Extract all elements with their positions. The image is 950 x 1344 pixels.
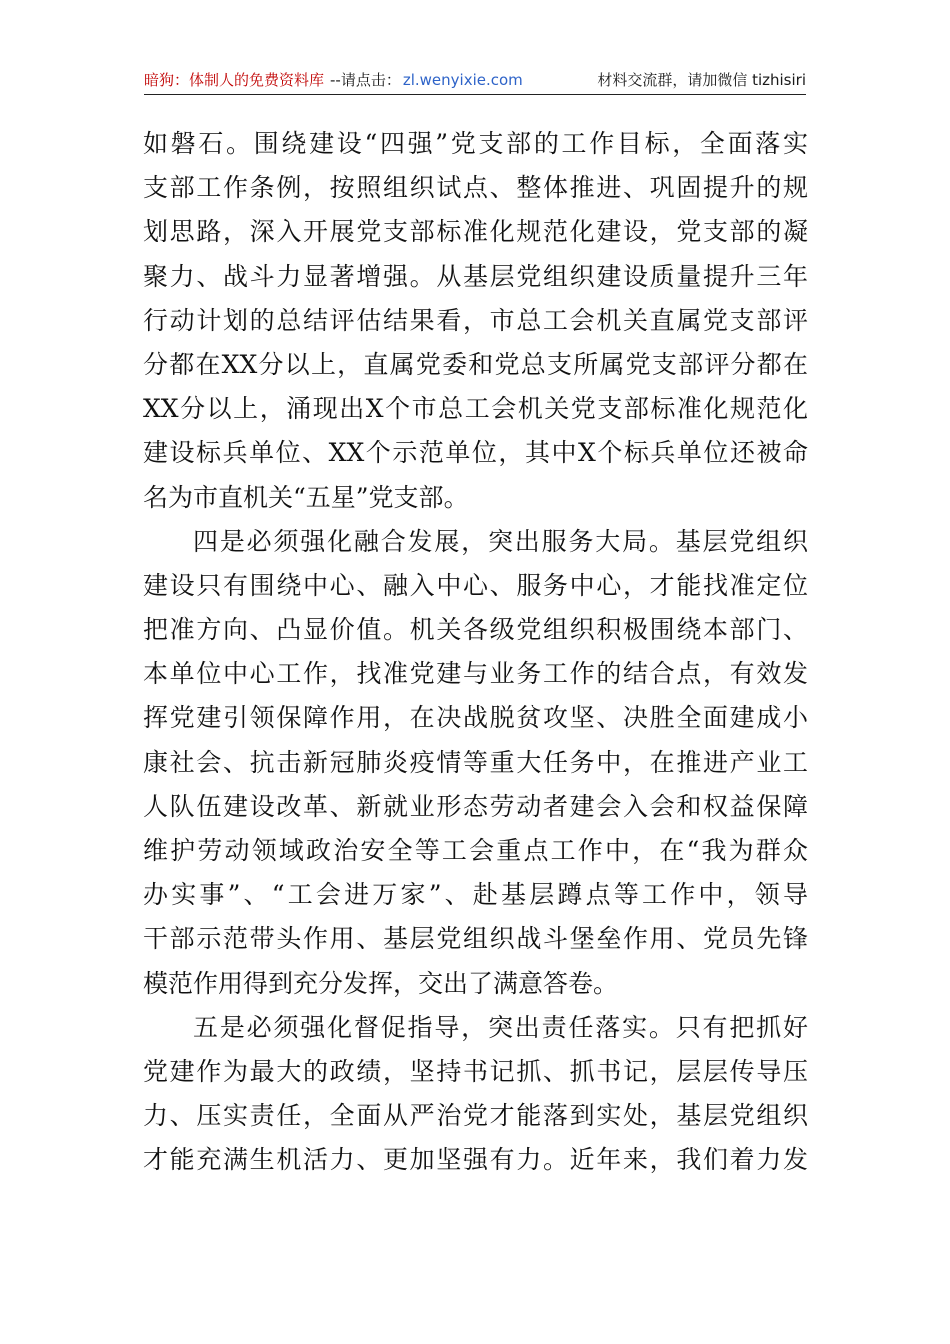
- text-line: 名为市直机关“五星”党支部。: [143, 482, 469, 512]
- text-line: 康社会、抗击新冠肺炎疫情等重大任务中，在推进产业工: [143, 747, 808, 777]
- text-line: 人队伍建设改革、新就业形态劳动者建会入会和权益保障: [143, 791, 808, 821]
- header-left: [144, 66, 523, 94]
- text-line: 聚力、战斗力显著增强。从基层党组织建设质量提升三年: [143, 261, 808, 291]
- text-line: 挥党建引领保障作用，在决战脱贫攻坚、决胜全面建成小: [143, 703, 808, 733]
- text-line: 支部工作条例，按照组织试点、整体推进、巩固提升的规: [143, 173, 808, 203]
- text-line: 办实事”、“工会进万家”、赴基层蹲点等工作中，领导: [143, 880, 808, 910]
- text-line: 行动计划的总结评估结果看，市总工会机关直属党支部评: [143, 305, 808, 335]
- text-line: 把准方向、凸显价值。机关各级党组织积极围绕本部门、: [143, 615, 808, 645]
- text-line: 划思路，深入开展党支部标准化规范化建设，党支部的凝: [143, 217, 808, 247]
- text-line: 如磐石。围绕建设“四强”党支部的工作目标，全面落实: [143, 129, 808, 158]
- text-line: 维护劳动领域政治安全等工会重点工作中，在“我为群众: [143, 836, 808, 865]
- text-line: 建设只有围绕中心、融入中心、服务中心，才能找准定位: [143, 570, 808, 600]
- text-line: 党建作为最大的政绩，坚持书记抓、抓书记，层层传导压: [143, 1056, 808, 1086]
- text-line: 模范作用得到充分发挥，交出了满意答卷。: [143, 968, 619, 998]
- text-line: 本单位中心工作，找准党建与业务工作的结合点，有效发: [143, 659, 808, 689]
- text-line: 力、压实责任，全面从严治党才能落到实处，基层党组织: [143, 1101, 808, 1131]
- text-line: 才能充满生机活力、更加坚强有力。近年来，我们着力发: [143, 1145, 808, 1175]
- header-group-note: 材料交流群，请加微信 tizhisiri: [597, 71, 806, 89]
- text-line: XX分以上，涌现出X个市总工会机关党支部标准化规范化: [143, 394, 808, 424]
- header-link[interactable]: zl.wenyixie.com: [402, 71, 523, 89]
- text-line: 分都在XX分以上，直属党委和党总支所属党支部评分都在: [143, 349, 808, 379]
- text-line: 五是必须强化督促指导，突出责任落实。只有把抓好: [193, 1012, 808, 1042]
- document-body: [143, 122, 808, 1183]
- text-line: 四是必须强化融合发展，突出服务大局。基层党组织: [193, 526, 808, 556]
- text-line: 干部示范带头作用、基层党组织战斗堡垒作用、党员先锋: [143, 924, 808, 954]
- text-line: 建设标兵单位、XX个示范单位，其中X个标兵单位还被命: [143, 438, 808, 468]
- page-header: [144, 66, 806, 95]
- header-brand: 暗狗：体制人的免费资料库: [144, 71, 325, 89]
- header-click-prompt: --请点击：: [330, 71, 401, 89]
